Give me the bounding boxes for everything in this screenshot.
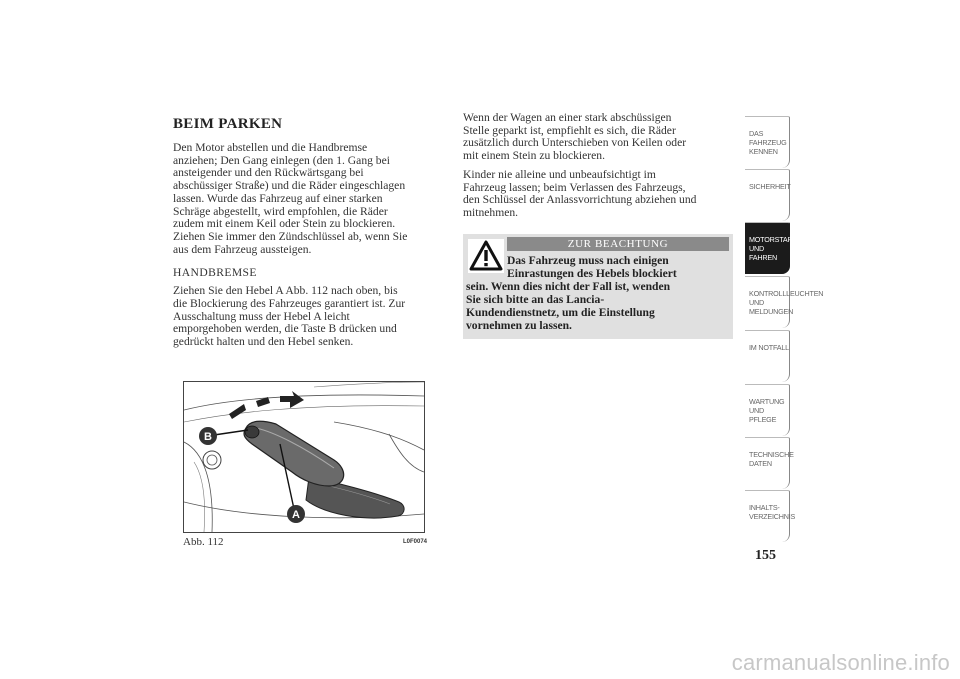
- section-heading: BEIM PARKEN: [173, 116, 283, 132]
- handbrake-subheading: HANDBREMSE: [173, 266, 257, 280]
- text-line: zusätzlich durch Unterschieben von Keilen oder: [463, 136, 687, 150]
- text-line: Kundendienstnetz, um die Einstellung: [466, 305, 655, 319]
- sidebar-tab-technische-daten[interactable]: [745, 437, 794, 489]
- text-line: Ausschaltung muss der Hebel A leicht: [173, 309, 350, 323]
- tab-label: PFLEGE: [749, 415, 777, 424]
- text-line: ansteigender und den Rückwärtsgang bei: [173, 166, 364, 180]
- right-column: [463, 112, 735, 226]
- text-line: mit einem Stein zu blockieren.: [463, 149, 605, 163]
- text-line: gedrückt halten und den Hebel senken.: [173, 335, 354, 349]
- sidebar-tab-im-notfall[interactable]: [745, 330, 790, 382]
- parking-paragraph: [173, 142, 445, 256]
- figure-caption: Abb. 112: [183, 536, 224, 548]
- sidebar-tab-kontrollleuchten[interactable]: [745, 276, 824, 328]
- tab-label: MOTORSTART UND: [749, 235, 797, 253]
- tab-label: IM NOTFALL: [749, 343, 789, 352]
- tab-label: FAHREN: [749, 253, 777, 262]
- warning-text: [466, 255, 728, 332]
- label-a: A: [292, 509, 300, 521]
- sidebar-tab-das-fahrzeug-kennen[interactable]: [745, 116, 790, 168]
- label-b: B: [204, 431, 212, 443]
- watermark-text: carmanualsonline.info: [731, 650, 950, 675]
- text-line: Kinder nie alleine und unbeaufsichtigt im: [463, 167, 656, 181]
- text-line: Einrastungen des Hebels blockiert: [507, 266, 677, 280]
- sidebar-tab-wartung-und-pflege[interactable]: [745, 384, 790, 436]
- tab-label: SICHERHEIT: [749, 182, 791, 191]
- figure-code: L0F0074: [403, 539, 428, 545]
- tab-label: UND MELDUNGEN: [749, 298, 794, 316]
- tab-label: VERZEICHNIS: [749, 512, 796, 521]
- text-line: zudem mit einem Keil oder Stein zu blockieren.: [173, 217, 396, 231]
- left-column: [173, 116, 445, 359]
- tab-label: DAS FAHRZEUG: [749, 129, 787, 147]
- text-line: emporgehoben werden, die Taste B drücken und: [173, 322, 397, 336]
- text-line: den Schlüssel der Anlassvorrichtung abziehen und: [463, 193, 697, 207]
- sidebar-tab-sicherheit[interactable]: [745, 169, 790, 221]
- handbrake-illustration: [184, 382, 424, 532]
- text-line: die Blockierung des Fahrzeuges garantiert ist. Zur: [173, 297, 406, 311]
- text-line: Den Motor abstellen und die Handbremse: [173, 141, 368, 154]
- tab-label: WARTUNG UND: [749, 397, 785, 415]
- text-line: Stelle geparkt ist, empfiehlt es sich, die Räder: [463, 123, 676, 137]
- sidebar-tab-motorstart-und-fahren[interactable]: [745, 222, 797, 274]
- warning-title: ZUR BEACHTUNG: [507, 237, 729, 251]
- sidebar-tab-inhaltsverzeichnis[interactable]: [745, 490, 796, 542]
- text-line: anziehen; Den Gang einlegen (den 1. Gang bei: [173, 153, 390, 167]
- text-line: Fahrzeug lassen; beim Verlassen des Fahrzeugs,: [463, 180, 686, 194]
- text-line: aus dem Fahrzeug aussteigen.: [173, 242, 312, 256]
- text-line: Ziehen Sie immer den Zündschlüssel ab, wenn Sie: [173, 229, 408, 243]
- tab-label: KENNEN: [749, 147, 778, 156]
- text-line: vornehmen zu lassen.: [466, 318, 572, 332]
- tab-label: KONTROLLLEUCHTEN: [749, 289, 824, 298]
- text-line: Wenn der Wagen an einer stark abschüssigen: [463, 111, 672, 124]
- tab-label: DATEN: [749, 459, 772, 468]
- warning-box: [463, 234, 733, 339]
- text-line: abschüssiger Straße) und die Räder eingeschlagen: [173, 179, 406, 193]
- text-line: mitnehmen.: [463, 205, 519, 219]
- text-line: sein. Wenn dies nicht der Fall ist, wenden: [466, 279, 671, 293]
- text-line: lassen. Wurde das Fahrzeug auf einer starken: [173, 191, 383, 205]
- handbrake-figure: [183, 381, 425, 533]
- tab-label: INHALTS-: [749, 503, 780, 512]
- text-line: Ziehen Sie den Hebel A Abb. 112 nach oben, bis: [173, 284, 398, 298]
- handbrake-paragraph: [173, 285, 445, 349]
- page-number: 155: [755, 548, 776, 563]
- text-line: Das Fahrzeug muss nach einigen: [507, 254, 669, 267]
- slope-paragraph: [463, 112, 735, 163]
- text-line: Sie sich bitte an das Lancia-: [466, 292, 605, 306]
- children-paragraph: [463, 169, 735, 220]
- tab-label: TECHNISCHE: [749, 450, 794, 459]
- chapter-sidebar: [745, 116, 824, 546]
- text-line: Schräge abgestellt, wird empfohlen, die Räder: [173, 204, 388, 218]
